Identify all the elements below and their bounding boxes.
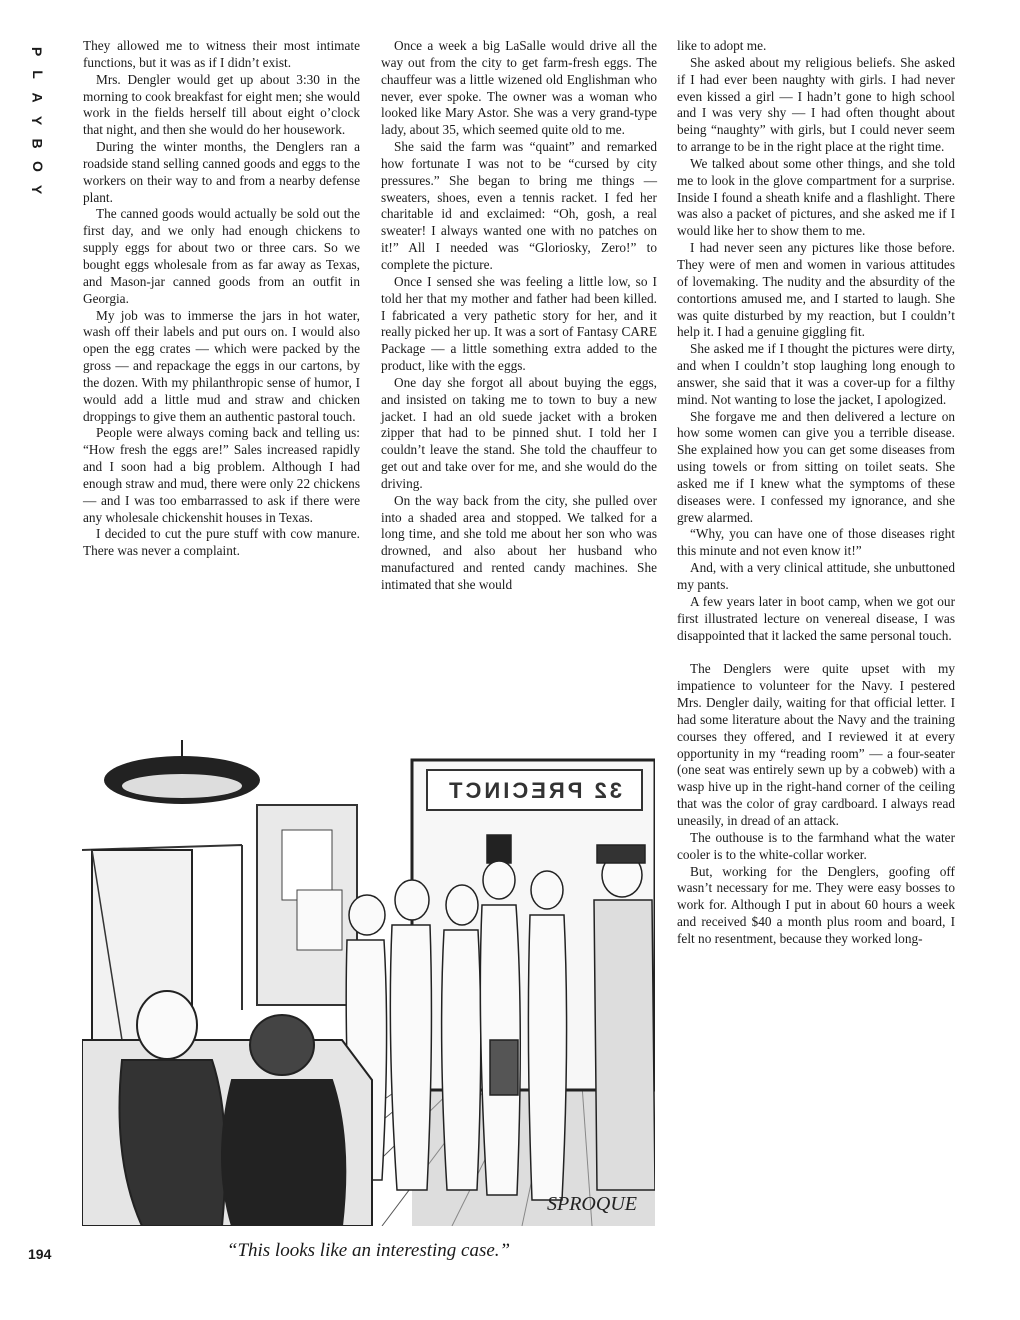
masthead-letter: Y <box>29 184 46 195</box>
article-paragraph: She asked about my religious beliefs. She asked if I had ever been naughty with girls. I had never even kissed a girl — I hadn’t gone to high school and I was very shy — I had often thought about being “naughty” with girls, but I could never seem to arrange to be in the right place at the right time. <box>677 54 955 155</box>
masthead-letter: Y <box>29 115 46 126</box>
masthead-letter: A <box>29 92 46 103</box>
article-paragraph: The canned goods would actually be sold out the first day, and we only had enough chickens to supply eggs for about two or three cars. So we bought eggs wholesale from as far away as Texas, and Mason-jar canned goods from an outfit in Georgia. <box>83 206 360 306</box>
article-paragraph: Once I sensed she was feeling a little low, so I told her that my mother and father had been killed. I fabricated a very pathetic story for her, and it really picked her up. It was a sort of Fantasy CARE Package — a little something extra added to the product, like with the eggs. <box>381 273 657 374</box>
masthead-letter: O <box>29 161 46 172</box>
article-paragraph: A few years later in boot camp, when we got our first illustrated lecture on venereal disease, I was disappointed that it lacked the same personal touch. <box>677 593 955 643</box>
crowd-figures <box>346 835 655 1200</box>
article-paragraph: The Denglers were quite upset with my impatience to volunteer for the Navy. I pestered Mrs. Dengler daily, waiting for that official letter. I had some literature about the Navy and the training courses they offered, and I reviewed it at every opportunity in my “reading room” — a four-seater (one seat was entirely sewn up by a cobweb) with a wasp hive up in the right-hand corner of the ceiling that was the color of gray cardboard. I always read uneasily, in dread of an attack. <box>677 661 955 828</box>
article-paragraph: The outhouse is to the farmhand what the water cooler is to the white-collar worker. <box>677 829 955 862</box>
article-column-2 <box>381 38 657 594</box>
article-paragraph: But, working for the Denglers, goofing off wasn’t necessary for me. They were easy bosses to work for. Although I put in about 60 hours a week and received $40 a month plus room and board, I felt no resentment, because they worked long- <box>677 863 955 946</box>
article-paragraph: Once a week a big LaSalle would drive all the way out from the city to get farm-fresh eggs. The chauffeur was a little wizened old Englishman who never, ever spoke. The owner was a woman who looked like Mary Astor. She was a very grand-type lady, about 35, which seemed quite old to me. <box>381 38 657 138</box>
article-column-3 <box>677 38 955 948</box>
article-paragraph: And, with a very clinical attitude, she unbuttoned my pants. <box>677 560 955 592</box>
masthead-letter: L <box>29 70 46 79</box>
article-paragraph: We talked about some other things, and she told me to look in the glove compartment for a surprise. Inside I found a sheath knife and a flashlight. There was also a packet of pictures, and she asked me if I would like her to show them to me. <box>677 155 955 239</box>
article-paragraph: My job was to immerse the jars in hot water, wash off their labels and put ours on. I would also open the egg crates — which were packed by the gross — and repackage the eggs in our cartons, by the dozen. With my philanthropic sense of humor, I would add a little mud and straw and chicken droppings to give them an authentic pastoral touch. <box>83 307 360 424</box>
article-paragraph: She forgave me and then delivered a lecture on how some women can give you a terrible disease. She explained how you can get some diseases from using towels or from sitting on toilet seats. She asked me if I knew what the symptoms of these diseases were. I confessed my ignorance, and she grew alarmed. <box>677 408 955 525</box>
article-paragraph: People were always coming back and telling us: “How fresh the eggs are!” Sales increased rapidly and I soon had a big problem. Although I had enough straw and mud, there were only 22 chickens — and I was too embarrassed to ask if there were any wholesale chickenshit houses in Texas. <box>83 425 360 525</box>
precinct-sign-text: 32 PRECINCT <box>445 778 623 803</box>
article-paragraph: I decided to cut the pure stuff with cow manure. There was never a complaint. <box>83 526 360 559</box>
article-paragraph: They allowed me to witness their most intimate functions, but it was as if I didn’t exist. <box>83 38 360 70</box>
article-paragraph: She said the farm was “quaint” and remarked how fortunate I was not to be “cursed by city pressures.” She began to bring me things — sweaters, shoes, even a tennis racket. I fed her charitable id and exclaimed: “Oh, gosh, a real sweater! I always wanted one with no patches on it!” All I needed was “Gloriosky, Zero!” to complete the picture. <box>381 139 657 272</box>
article-paragraph: During the winter months, the Denglers ran a roadside stand selling canned goods and eggs to the workers on their way to and from a nearby defense plant. <box>83 139 360 205</box>
cartoon-caption: “This looks like an interesting case.” <box>226 1240 511 1261</box>
article-paragraph: “Why, you can have one of those diseases right this minute and not even know it!” <box>677 526 955 559</box>
article-paragraph: On the way back from the city, she pulled over into a shaded area and stopped. We talked for a long time, and she told me about her son who was drowned, and also about her husband who manufactured and rented candy machines. She intimated that she would <box>381 492 657 592</box>
masthead-letter: B <box>29 138 46 149</box>
magazine-masthead <box>14 40 54 201</box>
cartoon-illustration <box>82 740 655 1226</box>
article-paragraph: Mrs. Dengler would get up about 3:30 in the morning to cook breakfast for eight men; she would work in the fields herself till about eight o’clock that night, and then she would do her housework. <box>83 71 360 138</box>
article-paragraph: She asked me if I thought the pictures were dirty, and when I couldn’t stop laughing long enough to answer, she said that it was a cover-up for a filthy mind. Not wanting to lose the jacket, I apologized. <box>677 341 955 407</box>
article-paragraph: One day she forgot all about buying the eggs, and insisted on taking me to town to buy a new jacket. I had an old suede jacket with a broken zipper that had to be pinned shut. I told her I couldn’t leave the stand. She told the chauffeur to get out and take over for me, and she would do the driving. <box>381 374 657 491</box>
page-number: 194 <box>28 1246 52 1262</box>
article-paragraph: I had never seen any pictures like those before. They were of men and women in various attitudes of lovemaking. The nudity and the absurdity of the contortions amused me, and I started to laugh. She was quite disturbed by my reaction, but I couldn’t help it. I had a genuine giggling fit. <box>677 240 955 340</box>
masthead-letter: P <box>29 46 46 57</box>
cartoonist-signature: SPROQUE <box>547 1193 637 1215</box>
article-paragraph: like to adopt me. <box>677 38 767 53</box>
article-column-1 <box>83 38 360 560</box>
